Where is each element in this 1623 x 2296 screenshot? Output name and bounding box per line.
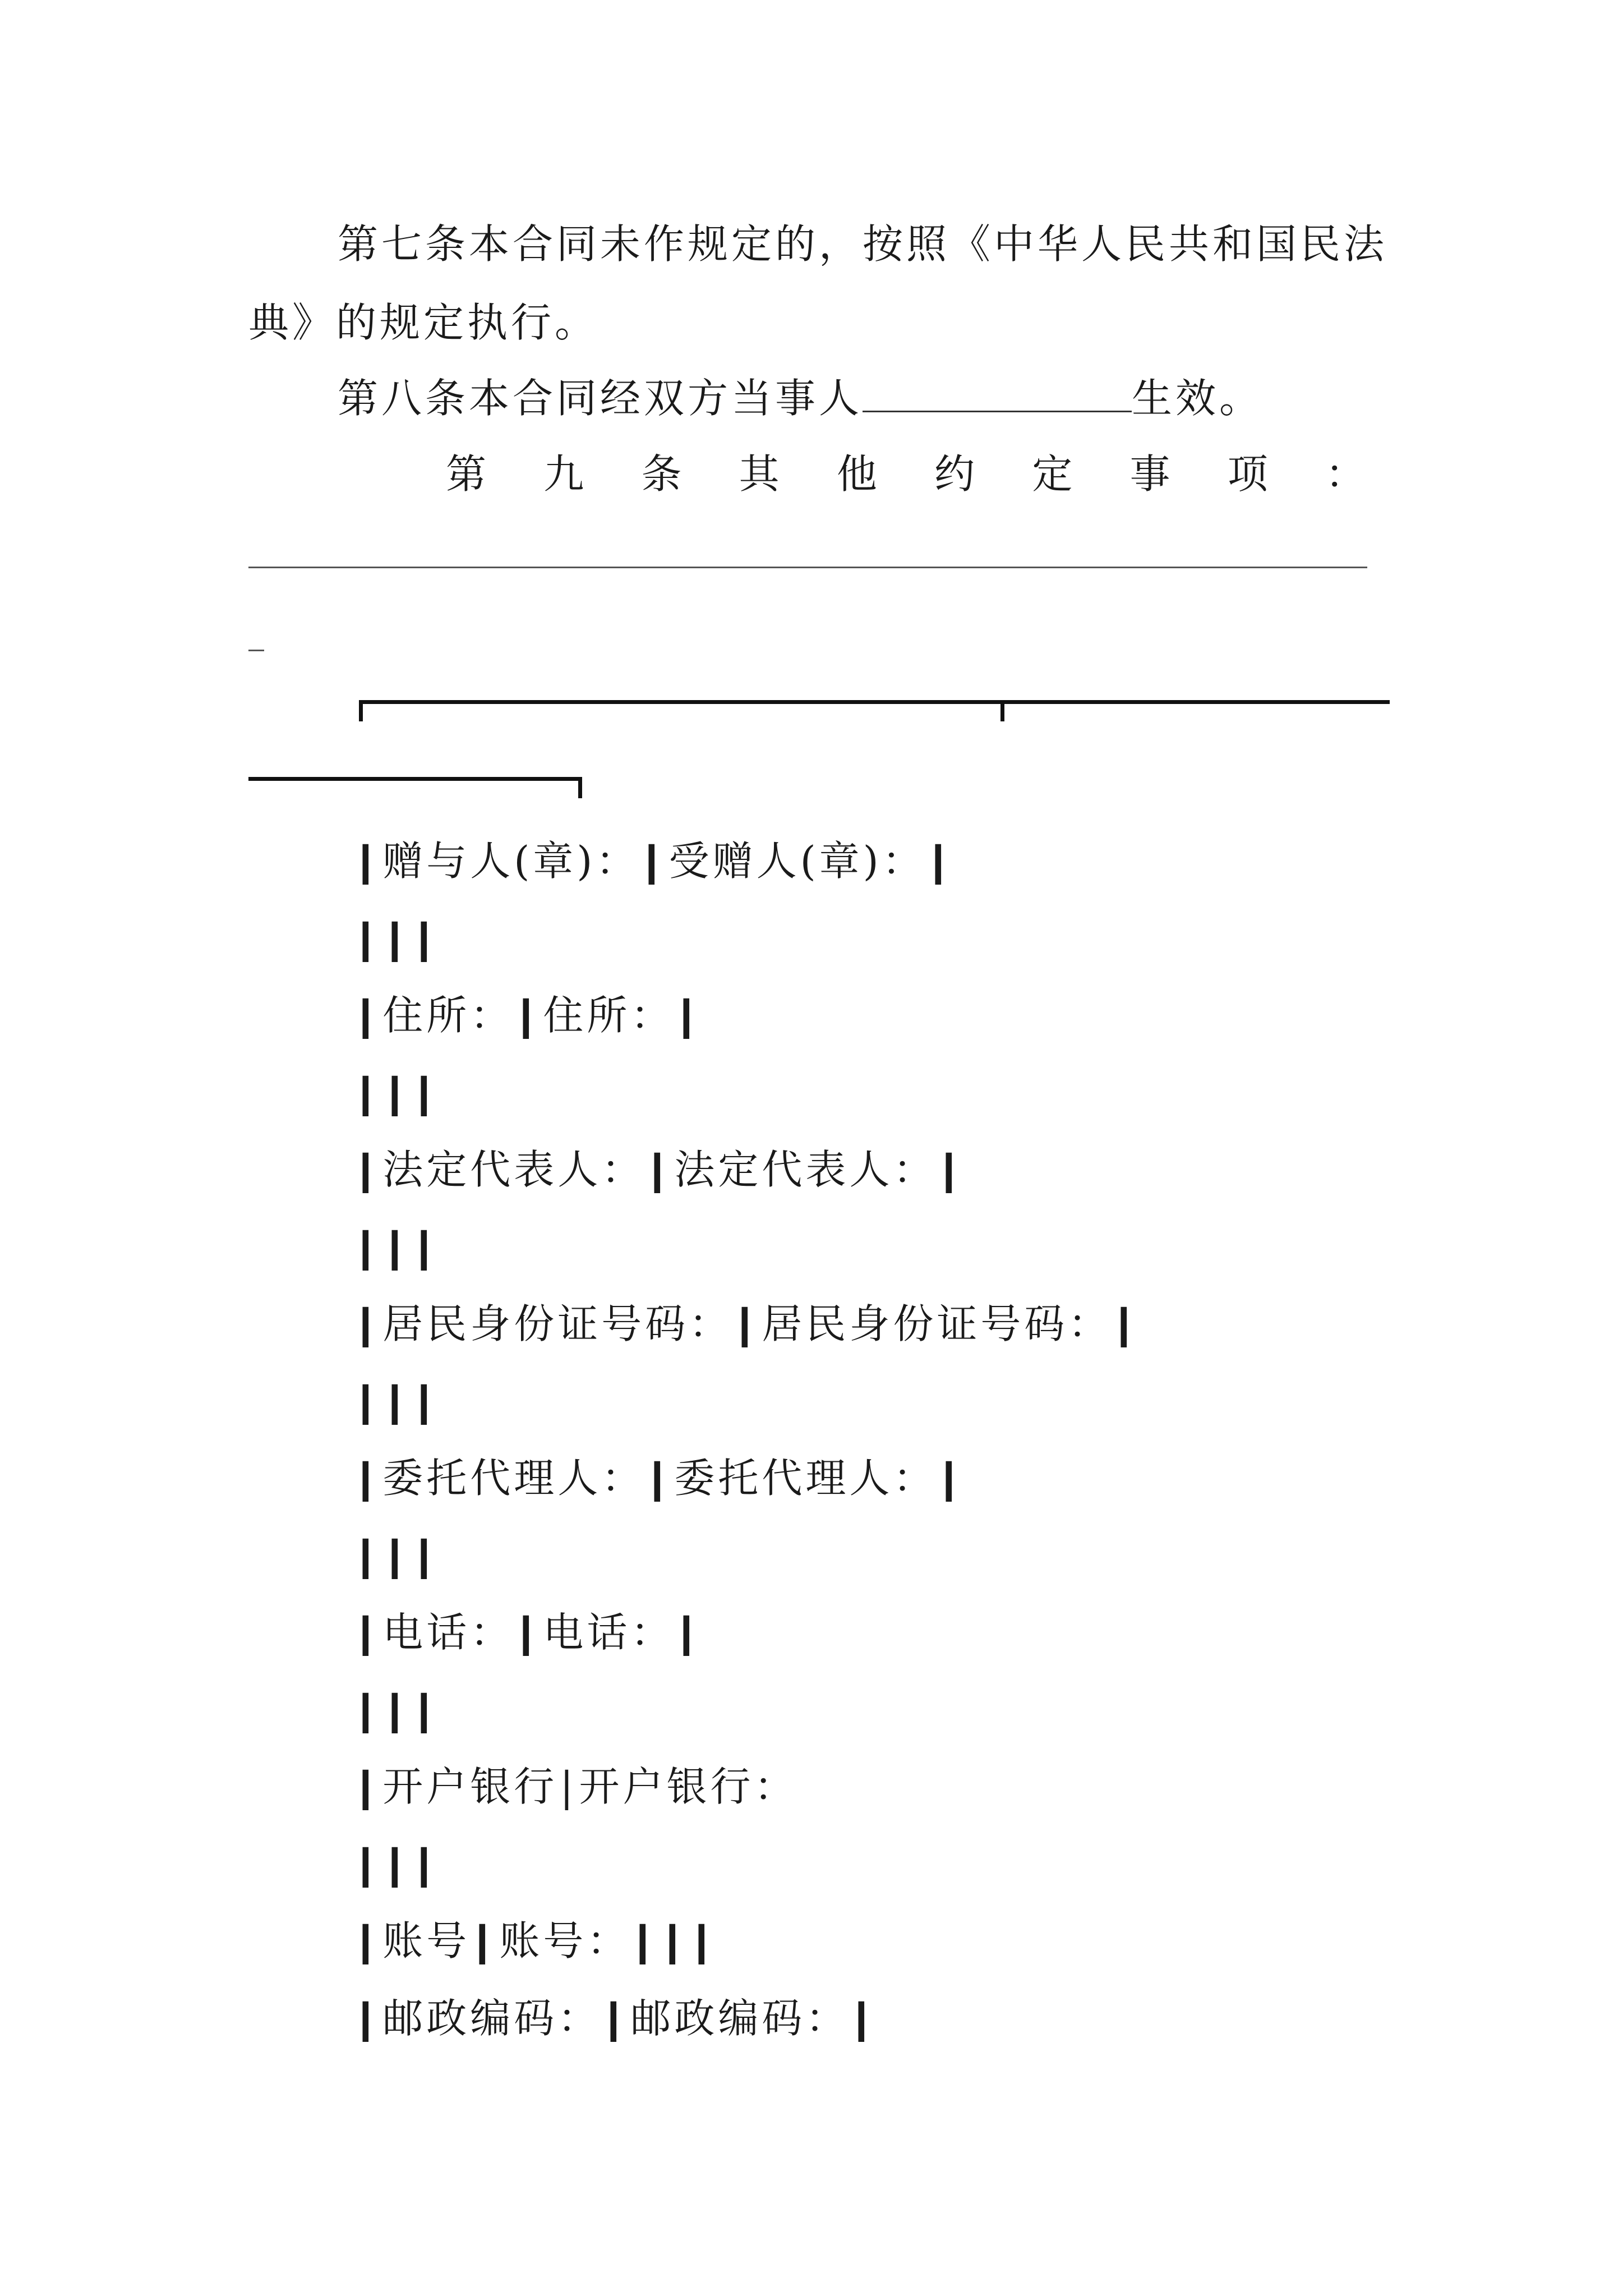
table-row: |住所：|住所：| <box>355 991 702 1039</box>
table-row: |赠与人(章)：|受赠人(章)：| <box>355 837 953 885</box>
donee-address-label: 住所： <box>543 992 675 1039</box>
table-row: |委托代理人：|委托代理人：| <box>355 1454 965 1502</box>
article7-line1: 第七条本合同未作规定的，按照《中华人民共和国民法 <box>338 220 1388 268</box>
donee-id-number-label: 居民身份证号码： <box>762 1300 1112 1347</box>
article8-text-after: 生效。 <box>1132 375 1264 422</box>
table-top-middle-tee <box>1000 700 1004 721</box>
article9-char: 项 <box>1227 450 1268 498</box>
donee-postcode-label: 邮政编码： <box>630 1995 850 2042</box>
table-row: |居民身份证号码：|居民身份证号码：| <box>355 1300 1140 1347</box>
table-row-empty: ||| <box>355 1069 440 1116</box>
table-row-empty: ||| <box>355 914 440 962</box>
donor-address-label: 住所： <box>382 992 514 1039</box>
table-top-left-corner <box>359 700 363 721</box>
article9-char: 事 <box>1129 450 1170 498</box>
article9-char: 他 <box>836 450 877 498</box>
article9-char: 条 <box>641 450 682 498</box>
table-row: |账号|账号：||| <box>355 1917 717 1964</box>
table-top-border-continued <box>248 777 582 781</box>
donor-account-label: 账号 <box>382 1917 471 1964</box>
donee-account-label: 账号： <box>499 1917 631 1964</box>
article9-char: 九 <box>543 450 584 498</box>
table-row-empty: ||| <box>355 1531 440 1579</box>
donee-bank-label: 开户银行： <box>579 1763 798 1810</box>
table-row: |电话：|电话：| <box>355 1608 702 1656</box>
table-top-border <box>359 700 1390 704</box>
donor-id-number-label: 居民身份证号码： <box>382 1300 733 1347</box>
donor-postcode-label: 邮政编码： <box>382 1995 602 2042</box>
table-row: |开户银行|开户银行： <box>355 1763 798 1810</box>
table-row-empty: ||| <box>355 1686 440 1733</box>
article9-char: 定 <box>1032 450 1073 498</box>
donee-legal-rep-label: 法定代表人： <box>674 1146 937 1193</box>
article9-char: 第 <box>446 450 487 498</box>
article9-char: ： <box>1325 450 1366 498</box>
article9-char: 其 <box>739 450 780 498</box>
donee-phone-label: 电话： <box>543 1609 675 1656</box>
table-row-empty: ||| <box>355 1223 440 1271</box>
article9-heading <box>446 446 1366 502</box>
article8 <box>338 370 1263 426</box>
donee-agent-label: 委托代理人： <box>674 1455 937 1502</box>
donor-legal-rep-label: 法定代表人： <box>382 1146 645 1193</box>
table-row-empty: ||| <box>355 1840 440 1888</box>
article9-char: 约 <box>934 450 975 498</box>
table-top-right-corner <box>578 777 582 798</box>
other-terms-blank-line <box>248 567 1367 568</box>
donor-bank-label: 开户银行 <box>382 1763 558 1810</box>
donor-phone-label: 电话： <box>382 1609 514 1656</box>
table-row: |法定代表人：|法定代表人：| <box>355 1145 965 1193</box>
article7-line2: 典》的规定执行。 <box>248 299 599 346</box>
other-terms-blank-line-end <box>248 650 264 651</box>
article8-text-before: 第八条本合同经双方当事人 <box>338 375 863 422</box>
table-row-empty: ||| <box>355 1377 440 1425</box>
table-row: |邮政编码：|邮政编码：| <box>355 1994 877 2042</box>
article8-blank <box>863 376 1132 412</box>
donee-seal-label: 受赠人(章)： <box>668 838 926 885</box>
donor-agent-label: 委托代理人： <box>382 1455 645 1502</box>
donor-seal-label: 赠与人(章)： <box>382 838 640 885</box>
